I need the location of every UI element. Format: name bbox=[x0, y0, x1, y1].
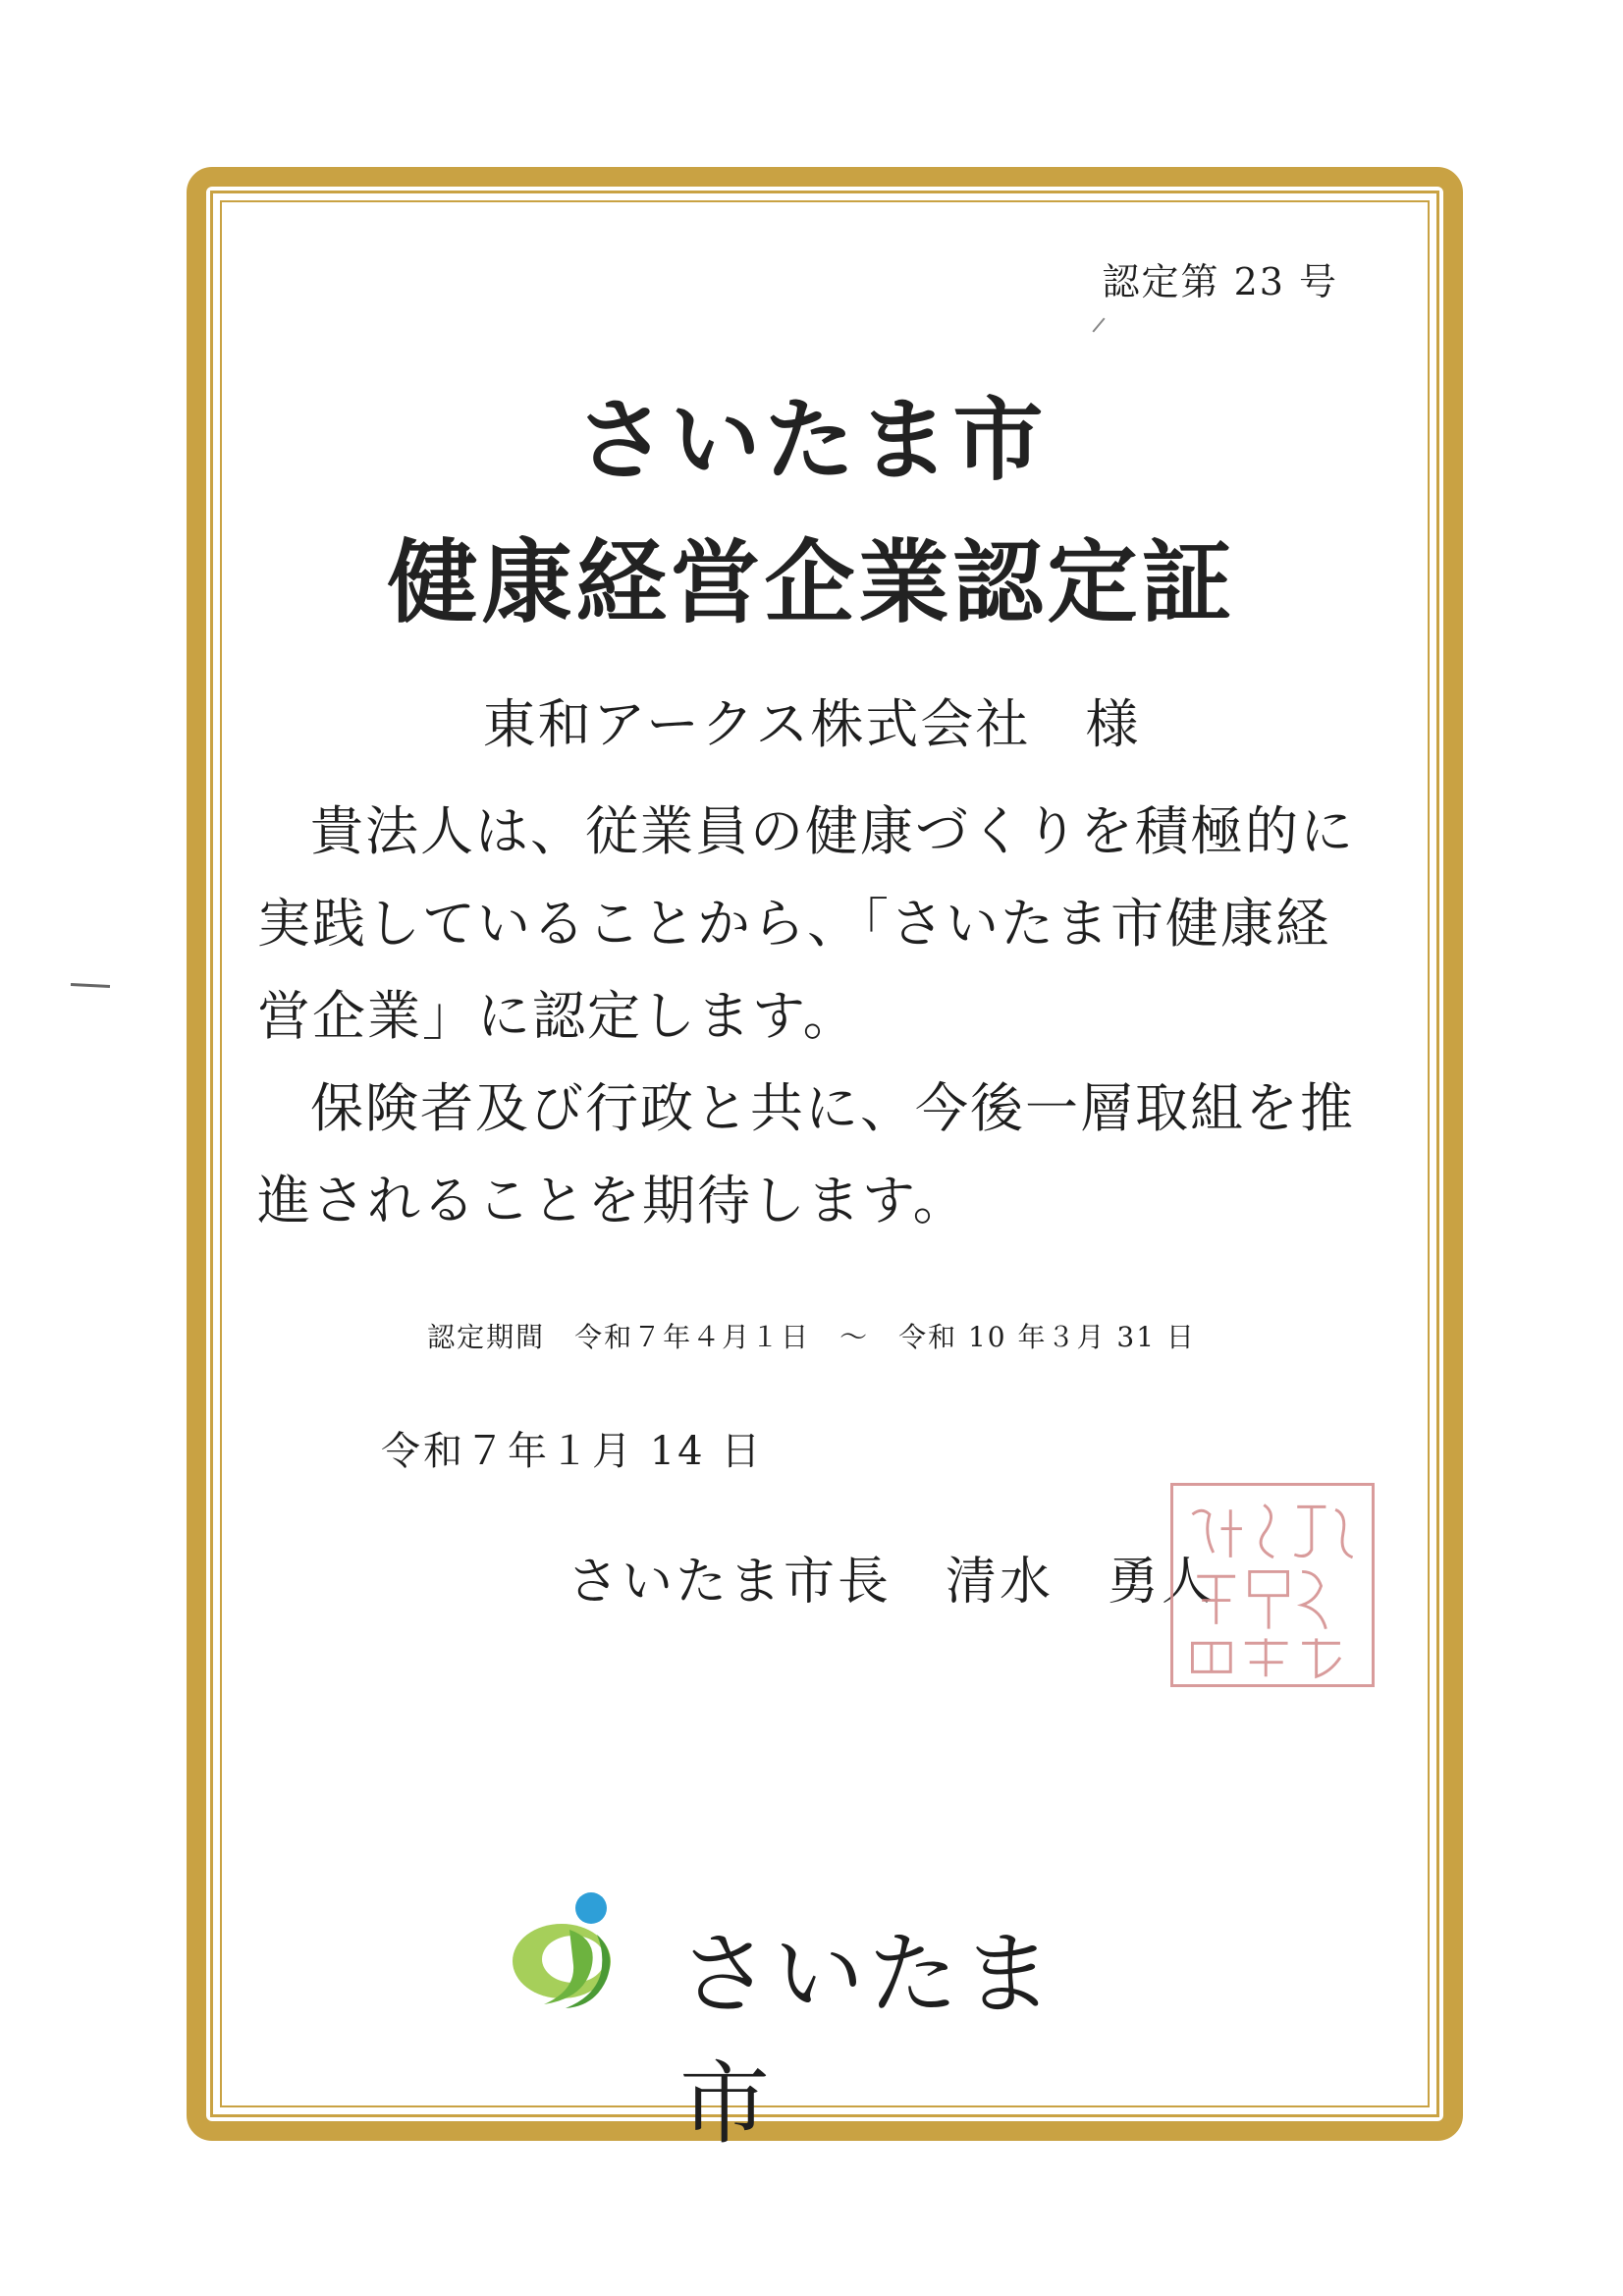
saitama-city-logo bbox=[501, 1881, 1129, 2157]
certification-period: 認定期間 令和７年４月１日 ～ 令和 10 年３月 31 日 bbox=[427, 1321, 1196, 1353]
body-paragraph-1: 貴法人は、従業員の健康づくりを積極的に実践していることから、「さいたま市健康経営企業」に認定します。 bbox=[257, 800, 1355, 1047]
issue-date: 令和７年１月 14 日 bbox=[381, 1429, 764, 1474]
seal-icon bbox=[1173, 1486, 1372, 1684]
title-line-2: 健康経営企業認定証 bbox=[387, 530, 1236, 635]
body-paragraph-2: 保険者及び行政と共に、今後一層取組を推進されることを期待します。 bbox=[257, 1077, 1355, 1231]
saitama-city-emblem-icon bbox=[501, 1881, 648, 2028]
signer-name: さいたま市長 清水 勇人 bbox=[568, 1553, 1217, 1612]
title-line-1: さいたま市 bbox=[575, 388, 1048, 493]
official-seal-stamp bbox=[1170, 1483, 1375, 1687]
certificate-number: 認定第 23 号 bbox=[1102, 260, 1338, 303]
recipient-name: 東和アークス株式会社 様 bbox=[482, 693, 1141, 755]
certificate-body bbox=[257, 786, 1367, 1247]
scan-mark bbox=[71, 983, 110, 988]
logo-text: さいたま市 bbox=[679, 1922, 1057, 2157]
